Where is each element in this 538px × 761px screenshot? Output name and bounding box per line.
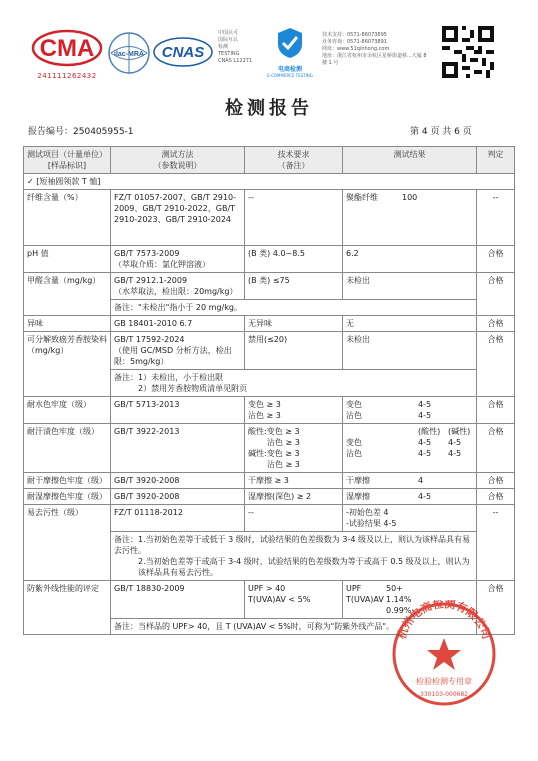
svg-text:330103-000682: 330103-000682 (420, 691, 468, 698)
note-row: 备注："未检出"指小于 20 mg/kg。 (24, 300, 515, 316)
cma-number: 241111262432 (37, 72, 97, 80)
contact-info: 技术支持：0571-86073895 业务咨询：0571-86073891 网址：www.51qinhong.com 地址：浙江省杭州市余杭区星桥街道蔡...大厦 8 楼 1 号 (322, 32, 427, 66)
svg-text:CNAS: CNAS (161, 44, 205, 61)
table-row: 耐水色牢度（级） GB/T 5713-2013 变色 ≥ 3 沾色 ≥ 3 变色 4-5 沾色 4-5 合格 (24, 397, 515, 424)
test-results-table (23, 146, 515, 635)
qr-code[interactable] (442, 26, 494, 78)
svg-text:CMA: CMA (39, 35, 95, 62)
col-header-item: 测试项目（计量单位） [样品标识] (24, 147, 111, 174)
col-header-requirement: 技术要求 （备注） (245, 147, 343, 174)
cma-mark-icon (30, 28, 104, 68)
sample-section-label: ✓ [短袖圆领款 T 恤] (24, 174, 515, 190)
col-header-method: 测试方法 （参数说明） (111, 147, 245, 174)
svg-text:ilac-MRA: ilac-MRA (114, 51, 144, 58)
table-row: 甲醛含量（mg/kg） GB/T 2912.1-2009 （水萃取法，检出限：20mg/kg） (B 类) ≤75 未检出 合格 (24, 273, 515, 300)
section-row (24, 174, 515, 190)
table-row: 异味 GB 18401-2010 6.7 无异味 无 合格 (24, 316, 515, 332)
col-header-result: 测试结果 (343, 147, 477, 174)
table-row: 纤维含量（%） FZ/T 01057-2007、GB/T 2910-2009、GB/T 2910-2022、GB/T 2910-2023、GB/T 2910-2024 -- 聚酯纤维 100 -- (24, 190, 515, 246)
cnas-logo (152, 32, 214, 72)
table-row: 耐湿摩擦色牢度（级） GB/T 3920-2008 湿摩擦(深色) ≥ 2 湿摩擦 4-5 合格 (24, 489, 515, 505)
cnas-text: 中国认可 国际互认 检测 TESTING CNAS L12271 (218, 30, 253, 64)
report-number: 报告编号：250405955-1 (28, 127, 134, 137)
ilac-logo (106, 30, 152, 76)
table-row: 耐干摩擦色牢度（级） GB/T 3920-2008 干摩擦 ≥ 3 干摩擦 4 合格 (24, 473, 515, 489)
official-seal (390, 600, 498, 708)
note-row: 备注：1）未检出，小于检出限 2）禁用芳香胺物质清单见附页 (24, 370, 515, 397)
table-header-row (24, 147, 515, 174)
table-row: 耐汗渍色牢度（级） GB/T 3922-2013 酸性:变色 ≥ 3 沾色 ≥ 3 碱性:变色 ≥ 3 沾色 ≥ 3 (酸性) (碱性) 变色 4-5 4-5 沾色 4-5 4-5 合格 (24, 424, 515, 473)
cma-logo (30, 28, 104, 80)
table-row: 防紫外线性能的评定 GB/T 18830-2009 UPF > 40 T(UVA)AV < 5% UPF 50+ T(UVA)AV 1.14% 0.99% 合格 (24, 581, 515, 619)
table-row: 可分解致癌芳香胺染料（mg/kg） GB/T 17592-2024 （使用 GC/MSD 分析方法，检出限：5mg/kg） 禁用(≤20) 未检出 合格 (24, 332, 515, 370)
report-title: 检测报告 (225, 98, 313, 119)
svg-text:检验检测专用章: 检验检测专用章 (416, 677, 472, 686)
note-row: 备注：1.当初始色差等于或低于 3 级时，试验结果的色差级数为 3-4 级及以上，则认为该样品具有易去污性。 2.当初始色差等于或高于 3-4 级时，试验结果的色差级数为等于或高于 0.5 级及以上，则认为该样品具有易去污性。 (24, 532, 515, 581)
col-header-verdict: 判定 (477, 147, 515, 174)
ecom-testing-logo: 电商检测 E-COMMERCE TESTING (258, 26, 322, 82)
table-row: pH 值 GB/T 7573-2009 （萃取介质：氯化钾溶液） (B 类) 4.0~8.5 6.2 合格 (24, 246, 515, 273)
note-row: 备注：当样品的 UPF> 40，且 T (UVA)AV < 5%时，可称为"防紫外线产品"。 (24, 619, 515, 635)
svg-text:杭州电商检测有限公司: 杭州电商检测有限公司 (394, 600, 494, 641)
seal-stamp-icon (390, 600, 498, 708)
table-row: 易去污性（级） FZ/T 01118-2012 -- -初始色差 4 -试验结果 4-5 -- (24, 505, 515, 532)
page-number: 第 4 页 共 6 页 (410, 127, 472, 137)
shield-check-icon (275, 26, 305, 60)
